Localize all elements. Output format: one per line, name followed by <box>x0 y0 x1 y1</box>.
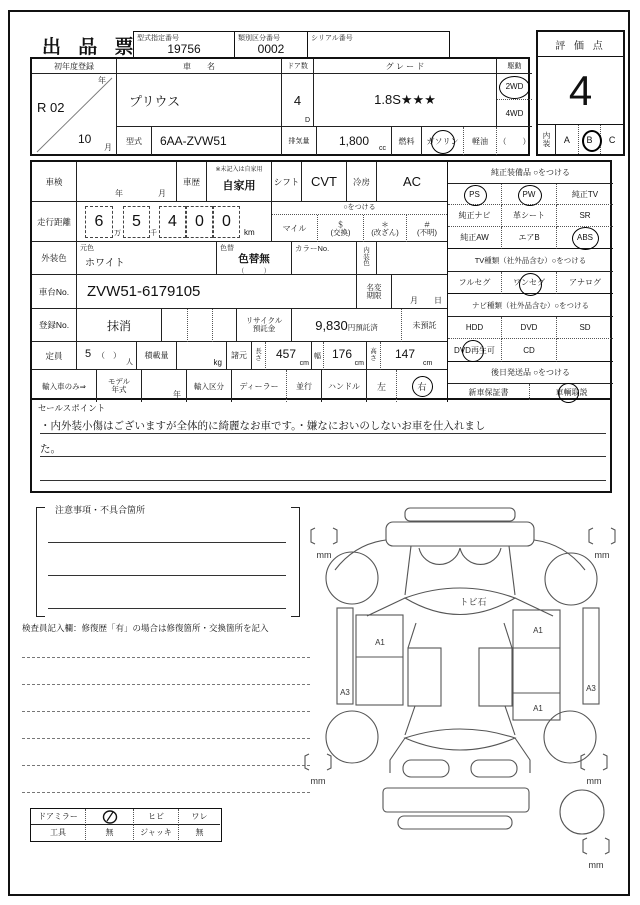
color-change-value: 色替無 <box>238 253 270 265</box>
drive-label: 駆動 <box>497 59 532 74</box>
navi-dvd-play: DVD再生可 <box>448 339 502 362</box>
door-mirror-label: ドアミラー <box>31 809 86 825</box>
vehicle-table <box>30 57 530 156</box>
damage-mark-a3: A3 <box>586 684 596 693</box>
navi-sd: SD <box>557 317 613 339</box>
class-code-box <box>235 32 308 57</box>
caution-bracket-left <box>36 507 45 617</box>
mm-label: mm <box>586 776 602 786</box>
disp-unit: cc <box>379 145 386 152</box>
import-label: 輸入車のみ⇒ <box>32 370 97 402</box>
nc-month-unit: 月 <box>410 296 418 305</box>
first-reg-year-unit: 年 <box>98 76 106 85</box>
reg-no-value: 抹消 <box>77 309 162 342</box>
damage-mark-a3: A3 <box>340 688 350 697</box>
ware-label: ワレ <box>179 809 220 825</box>
tool-label: 工具 <box>31 825 86 840</box>
mileage-digit: 4 <box>159 206 186 238</box>
fuel-label: 燃料 <box>392 127 422 155</box>
equip-pw: PW <box>502 184 557 205</box>
mileage-digit: 5 <box>123 206 150 238</box>
inspector-line <box>22 711 310 712</box>
tv-type-title: TV種類（社外品含む）○をつける <box>448 249 613 272</box>
spec-label: 諸元 <box>227 342 252 370</box>
sales-point-box <box>30 400 612 493</box>
circle-note: ○をつける <box>272 202 447 215</box>
code-boxes <box>133 31 450 58</box>
model-label: 型式 <box>117 127 152 155</box>
fuel-other: （ ） <box>498 136 531 146</box>
model-year-label: モデル 年式 <box>97 370 142 402</box>
fuel-diesel: 軽油 <box>464 127 497 155</box>
mileage-digit: 6 <box>85 206 113 238</box>
page-title: 出 品 票 <box>42 37 140 58</box>
color-change-label: 色替 <box>220 245 234 252</box>
caution-line <box>48 575 286 576</box>
ship-warranty: 新車保証書 <box>448 384 530 400</box>
disp-label: 排気量 <box>282 127 317 155</box>
width-value: 176 cm <box>324 342 367 370</box>
load-label: 積載量 <box>137 342 177 370</box>
handle-right: 右 <box>397 370 447 402</box>
interior-grade-b: B <box>579 125 602 154</box>
recycle-label: リサイクル 預託金 <box>237 309 292 342</box>
model-code-label: 型式指定番号 <box>137 35 179 42</box>
model-code-box <box>134 32 235 57</box>
handle-left: 左 <box>367 370 397 402</box>
equip-tv: 純正TV <box>557 184 613 205</box>
recycle-amount: 9,830 円預託済 <box>292 309 402 342</box>
capacity-label: 定員 <box>32 342 77 370</box>
door-mirror-mark <box>86 809 134 825</box>
color-change-paren: （ ） <box>237 268 271 275</box>
color-no-cell <box>292 242 357 275</box>
mileage-flags <box>272 202 447 242</box>
grade-value: 1.8S★★★ <box>314 74 497 127</box>
interior-grade-a: A <box>556 125 579 154</box>
inspector-line <box>22 765 310 766</box>
history-cell <box>207 162 272 202</box>
equip-airb: エアB <box>502 227 557 249</box>
orig-color-cell <box>77 242 217 275</box>
car-name-label: 車 名 <box>117 59 282 74</box>
equipment-title: 純正装備品 ○をつける <box>448 162 613 184</box>
equip-aw: 純正AW <box>448 227 502 249</box>
disp-value: 1,800 cc <box>317 127 392 155</box>
first-reg-month: 10 <box>78 132 92 146</box>
shaken-label: 車検 <box>32 162 77 202</box>
equip-leather: 革シート <box>502 205 557 227</box>
drive-2wd: 2WD <box>497 74 532 100</box>
first-reg-label: 初年度登録 <box>32 59 117 74</box>
equipment-panel <box>447 162 614 402</box>
sales-point-line1: ・内外装小傷はございますが全体的に綺麗なお車です。・嫌なにおいのしないお車を仕入れまし <box>40 414 606 434</box>
class-code-value: 0002 <box>257 42 285 56</box>
jack-label: ジャッキ <box>134 825 179 840</box>
doors-value: 4 D <box>282 74 314 127</box>
grade-label: グ レ ー ド <box>314 59 497 74</box>
caution-label: 注意事項・不具合箇所 <box>52 503 148 516</box>
ship-manual: 車輌取説 <box>530 384 613 400</box>
orig-color-value: ホワイト <box>85 258 125 269</box>
damage-mark-a1: A1 <box>375 638 385 647</box>
damage-mark-a1: A1 <box>533 626 543 635</box>
cooling-value: AC <box>377 162 447 202</box>
check-table <box>30 808 222 842</box>
load-value: kg <box>177 342 227 370</box>
navi-type-title: ナビ種類（社外品含む）○をつける <box>448 294 613 317</box>
tv-oneseg: ワンセグ <box>502 272 557 294</box>
shaken-date-cell <box>77 162 177 202</box>
tool-value: 無 <box>86 825 134 840</box>
width-label: 幅 <box>312 342 324 370</box>
history-label: 車歴 <box>177 162 207 202</box>
equip-navi: 純正ナビ <box>448 205 502 227</box>
shift-label: シフト <box>272 162 302 202</box>
inspector-line <box>22 657 310 658</box>
model-code-value: 19756 <box>167 42 201 56</box>
name-change-label: 名変 期限 <box>357 275 392 309</box>
score-label: 評 価 点 <box>538 32 623 57</box>
color-no-label: カラーNo. <box>295 244 330 253</box>
mm-label: mm <box>594 550 610 560</box>
nc-day-unit: 日 <box>434 296 442 305</box>
tv-fullseg: フルセグ <box>448 272 502 294</box>
first-reg-cell <box>32 74 117 155</box>
equip-ps: PS <box>448 184 502 205</box>
unit-km: km <box>244 228 255 237</box>
navi-hdd: HDD <box>448 317 502 339</box>
sales-point-label: セールスポイント <box>38 403 106 413</box>
score-panel <box>536 30 625 156</box>
height-label: 高 さ <box>367 342 381 370</box>
hibi-label: ヒビ <box>134 809 179 825</box>
ext-color-label: 外装色 <box>32 242 77 275</box>
reg-no-boxes <box>162 309 237 342</box>
damage-stone-chip: トビ石 <box>459 597 487 607</box>
score-value: 4 <box>568 66 593 114</box>
ship-title: 後日発送品 ○をつける <box>448 362 613 384</box>
mileage-digit: 0 <box>186 206 213 238</box>
name-change-date-cell <box>392 275 447 309</box>
interior-color-label: 内 装 色 <box>357 242 377 275</box>
tv-analog: アナログ <box>557 272 613 294</box>
damage-mark-a1: A1 <box>533 704 543 713</box>
inspector-line <box>22 792 310 793</box>
class-code-label: 類別区分番号 <box>238 35 280 42</box>
mm-label: mm <box>316 550 332 560</box>
equip-abs: ABS <box>557 227 613 249</box>
navi-cd: CD <box>502 339 557 362</box>
shaken-year-unit: 年 <box>115 189 123 198</box>
model-year-value: 年 <box>142 370 187 402</box>
history-value: 自家用 <box>222 180 256 192</box>
inspector-line <box>22 684 310 685</box>
doors-label: ドア数 <box>282 59 314 74</box>
shift-value: CVT <box>302 162 347 202</box>
color-change-cell <box>217 242 292 275</box>
handle-label: ハンドル <box>322 370 367 402</box>
car-diagram <box>295 498 640 900</box>
circled-check-icon <box>102 810 118 824</box>
flag-exchange: ＄ (交換) <box>318 215 364 242</box>
car-name: プリウス <box>117 74 282 127</box>
first-reg-month-unit: 月 <box>104 143 112 152</box>
capacity-value: 5 （ ） 人 <box>77 342 137 370</box>
equip-sr: SR <box>557 205 613 227</box>
mm-label: mm <box>310 776 326 786</box>
sales-point-line2: た。 <box>40 437 606 457</box>
height-value: 147 cm <box>381 342 447 370</box>
jack-value: 無 <box>195 828 204 837</box>
flag-mile: マイル <box>272 215 318 242</box>
interior-color-cell <box>377 242 447 275</box>
serial-label: シリアル番号 <box>311 35 353 42</box>
model-value: 6AA-ZVW51 <box>152 127 282 155</box>
serial-box <box>308 32 449 57</box>
caution-line <box>48 608 286 609</box>
import-dealer: ディーラー <box>232 370 287 402</box>
length-label: 長 さ <box>252 342 266 370</box>
mm-label: mm <box>588 860 604 870</box>
mileage-label: 走行距離 <box>32 202 77 242</box>
first-reg-year: R 02 <box>37 100 65 115</box>
import-parallel: 並行 <box>287 370 322 402</box>
cooling-label: 冷房 <box>347 162 377 202</box>
drive-4wd: 4WD <box>497 100 532 127</box>
navi-empty <box>557 339 613 362</box>
not-deposited: 未預託 <box>402 309 447 342</box>
doors-unit: D <box>304 117 310 124</box>
reg-no-label: 登録No. <box>32 309 77 342</box>
mileage-digit: 0 <box>213 206 240 238</box>
caution-line <box>48 542 286 543</box>
navi-dvd: DVD <box>502 317 557 339</box>
chassis-value: ZVW51-6179105 <box>77 275 357 309</box>
inspector-line <box>22 738 310 739</box>
inspector-note: 検査員記入欄：修復歴「有」の場合は修復箇所・交換箇所を記入 <box>22 623 269 633</box>
import-type-label: 輸入区分 <box>187 370 232 402</box>
flag-tamper: ＊ (改ざん) <box>364 215 407 242</box>
length-value: 457 cm <box>266 342 312 370</box>
history-note: ※未記入は自家用 <box>215 167 263 173</box>
unit-man: 万 <box>114 230 121 237</box>
interior-grade-c: C <box>608 134 616 145</box>
flag-unknown: ＃ (不明) <box>417 219 437 237</box>
sales-point-line3 <box>40 461 606 481</box>
chassis-label: 車台No. <box>32 275 77 309</box>
fuel-gasoline: ガソリン <box>422 127 464 155</box>
unit-sen: 千 <box>150 230 157 237</box>
detail-table <box>30 160 612 400</box>
mileage-cell <box>77 202 272 242</box>
orig-color-label: 元色 <box>80 245 94 252</box>
shaken-month-unit: 月 <box>158 189 166 198</box>
interior-grade-label: 内 装 <box>538 125 556 154</box>
